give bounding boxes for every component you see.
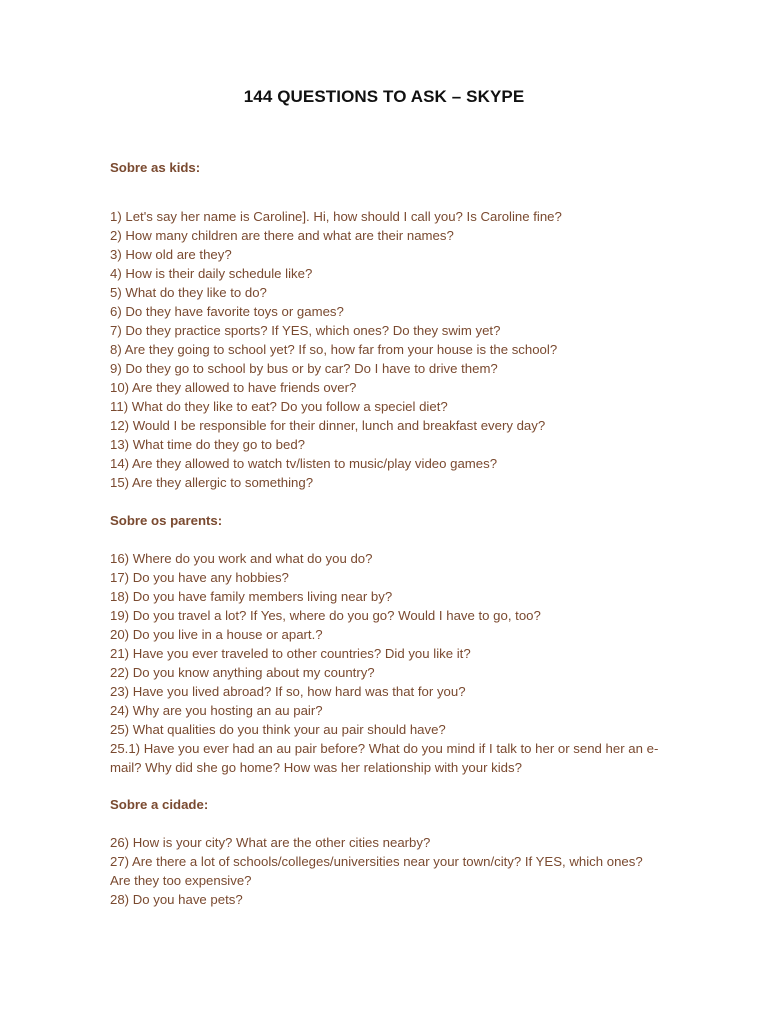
section-heading-city: Sobre a cidade: bbox=[110, 797, 209, 812]
list-item: 1) Let's say her name is Caroline]. Hi, how should I call you? Is Caroline fine? bbox=[110, 209, 562, 224]
list-item: 17) Do you have any hobbies? bbox=[110, 570, 289, 585]
list-item: Are they too expensive? bbox=[110, 873, 252, 888]
list-item: 27) Are there a lot of schools/colleges/universities near your town/city? If YES, which ones? bbox=[110, 854, 643, 869]
list-item: 10) Are they allowed to have friends over? bbox=[110, 380, 357, 395]
list-item: 12) Would I be responsible for their dinner, lunch and breakfast every day? bbox=[110, 418, 546, 433]
list-item: 22) Do you know anything about my country? bbox=[110, 665, 375, 680]
list-item: 5) What do they like to do? bbox=[110, 285, 267, 300]
list-item: 19) Do you travel a lot? If Yes, where do you go? Would I have to go, too? bbox=[110, 608, 541, 623]
section-heading-kids: Sobre as kids: bbox=[110, 160, 201, 175]
list-item: 9) Do they go to school by bus or by car? Do I have to drive them? bbox=[110, 361, 498, 376]
list-item: 25) What qualities do you think your au pair should have? bbox=[110, 722, 446, 737]
list-item: 25.1) Have you ever had an au pair before? What do you mind if I talk to her or send her an e-mail? Why did she go home? How was her relationship with your kids? bbox=[110, 741, 659, 775]
list-item: 23) Have you lived abroad? If so, how hard was that for you? bbox=[110, 684, 466, 699]
list-item: 20) Do you live in a house or apart.? bbox=[110, 627, 323, 642]
list-item: 21) Have you ever traveled to other countries? Did you like it? bbox=[110, 646, 471, 661]
question-list-parents bbox=[110, 549, 670, 777]
list-item: 3) How old are they? bbox=[110, 247, 232, 262]
list-item: 15) Are they allergic to something? bbox=[110, 475, 314, 490]
list-item: 4) How is their daily schedule like? bbox=[110, 266, 313, 281]
list-item: 2) How many children are there and what are their names? bbox=[110, 228, 454, 243]
list-item: 28) Do you have pets? bbox=[110, 892, 243, 907]
section-heading-parents: Sobre os parents: bbox=[110, 513, 223, 528]
list-item: 16) Where do you work and what do you do? bbox=[110, 551, 373, 566]
list-item: 13) What time do they go to bed? bbox=[110, 437, 305, 452]
question-list-kids bbox=[110, 207, 670, 492]
list-item: 14) Are they allowed to watch tv/listen to music/play video games? bbox=[110, 456, 498, 471]
list-item: 7) Do they practice sports? If YES, which ones? Do they swim yet? bbox=[110, 323, 501, 338]
list-item: 6) Do they have favorite toys or games? bbox=[110, 304, 344, 319]
list-item: 18) Do you have family members living near by? bbox=[110, 589, 393, 604]
list-item: 8) Are they going to school yet? If so, how far from your house is the school? bbox=[110, 342, 558, 357]
list-item: 24) Why are you hosting an au pair? bbox=[110, 703, 323, 718]
page-title: 144 QUESTIONS TO ASK – SKYPE bbox=[243, 87, 525, 106]
list-item: 26) How is your city? What are the other cities nearby? bbox=[110, 835, 431, 850]
question-list-city bbox=[110, 833, 670, 909]
list-item: 11) What do they like to eat? Do you follow a speciel diet? bbox=[110, 399, 448, 414]
